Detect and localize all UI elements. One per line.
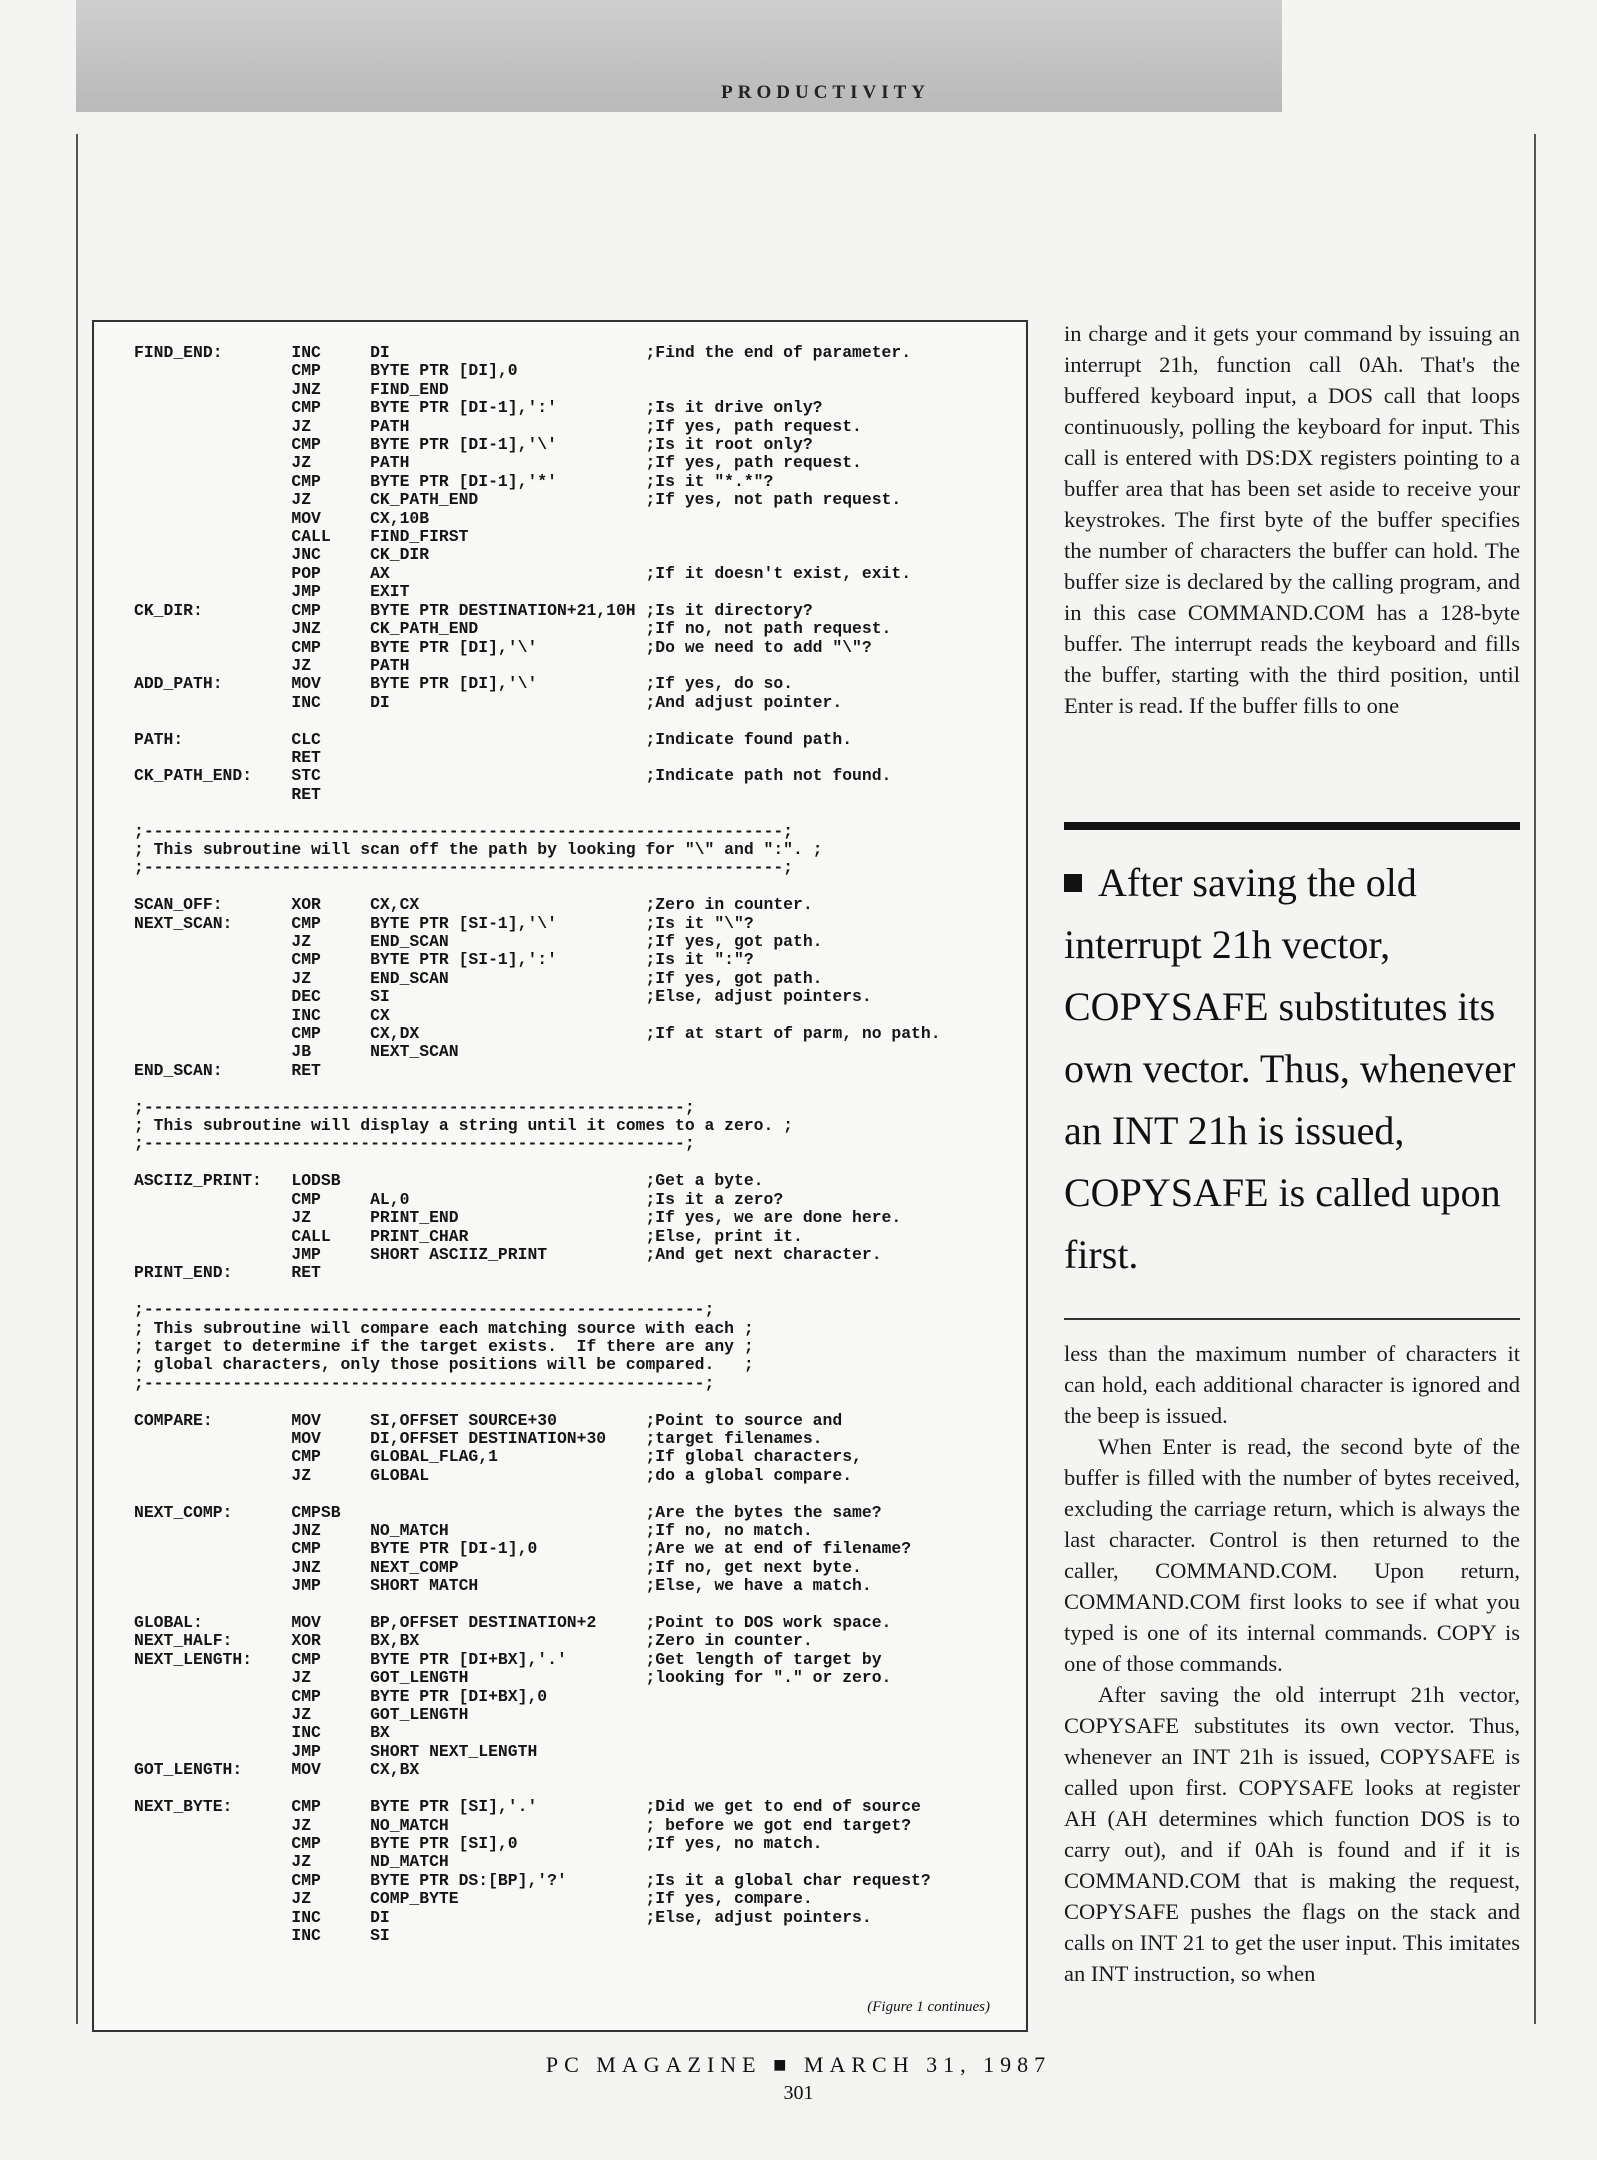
pullquote-top-rule [1064, 822, 1520, 830]
pullquote-bottom-rule [1064, 1318, 1520, 1320]
pullquote [1064, 852, 1534, 1286]
page-number: 301 [783, 2082, 814, 2104]
section-title: PRODUCTIVITY [721, 82, 930, 103]
article-column-top [1064, 318, 1520, 721]
paragraph: After saving the old interrupt 21h vector, COPYSAFE substitutes its own vector. Thus, whenever an INT 21h is issued, COPYSAFE is called upon first. COPYSAFE looks at register AH (AH determines which function DOS is to carry out), and if 0Ah is found and if it is COMMAND.COM that is making the request, COPYSAFE pushes the flags on the stack and calls on INT 21 to get the user input. This imitates an INT instruction, so when [1064, 1682, 1520, 1986]
code-listing-figure [92, 320, 1028, 2032]
article-column-bottom [1064, 1338, 1520, 1989]
assembly-code: FIND_END: INC DI ;Find the end of parameter. CMP BYTE PTR [DI],0 JNZ FIND_END CMP BYTE PTR [DI-1],':' ;Is it drive only? JZ PATH ;If yes, path request. CMP BYTE PTR [DI-1],'\' ;Is it root only? JZ PATH ;If yes, path request. CMP BYTE PTR [DI-1],'*' ;Is it "*.*"? JZ CK_PATH_END ;If yes, not path request. MOV CX,10B CALL FIND_FIRST JNC CK_DIR POP AX ;If it doesn't exist, exit. JMP EXIT CK_DIR: CMP BYTE PTR DESTINATION+21,10H ;Is it directory? JNZ CK_PATH_END ;If no, not path request. CMP BYTE PTR [DI],'\' ;Do we need to add "\"? JZ PATH ADD_PATH: MOV BYTE PTR [DI],'\' ;If yes, do so. INC DI ;And adjust pointer. PATH: CLC ;Indicate found path. RET CK_PATH_END: STC ;Indicate path not found. RET ;-----------------------------------------------------------------; ; This subroutine will scan off the path by looking for "\" and ":". ; ;-----------------------------------------------------------------; SCAN_OFF: XOR CX,CX ;Zero in counter. NEXT_SCAN: CMP BYTE PTR [SI-1],'\' ;Is it "\"? JZ END_SCAN ;If yes, got path. CMP BYTE PTR [SI-1],':' ;Is it ":"? JZ END_SCAN ;If yes, got path. DEC SI ;Else, adjust pointers. INC CX CMP CX,DX ;If at start of parm, no path. JB NEXT_SCAN END_SCAN: RET ;-------------------------------------------------------; ; This subroutine will display a string until it comes to a zero. ; ;-------------------------------------------------------; ASCIIZ_PRINT: LODSB ;Get a byte. CMP AL,0 ;Is it a zero? JZ PRINT_END ;If yes, we are done here. CALL PRINT_CHAR ;Else, print it. JMP SHORT ASCIIZ_PRINT ;And get next character. PRINT_END: RET ;---------------------------------------------------------; ; This subroutine will compare each matching source with each ; ; target to determine if the target exists. If there are any ; ; global characters, only those positions will be compared. ; ;---------------------------------------------------------; COMPARE: MOV SI,OFFSET SOURCE+30 ;Point to source and MOV DI,OFFSET DESTINATION+30 ;target filenames. CMP GLOBAL_FLAG,1 ;If global characters, JZ GLOBAL ;do a global compare. NEXT_COMP: CMPSB ;Are the bytes the same? JNZ NO_MATCH ;If no, no match. CMP BYTE PTR [DI-1],0 ;Are we at end of filename? JNZ NEXT_COMP ;If no, get next byte. JMP SHORT MATCH ;Else, we have a match. GLOBAL: MOV BP,OFFSET DESTINATION+2 ;Point to DOS work space. NEXT_HALF: XOR BX,BX ;Zero in counter. NEXT_LENGTH: CMP BYTE PTR [DI+BX],'.' ;Get length of target by JZ GOT_LENGTH ;looking for "." or zero. CMP BYTE PTR [DI+BX],0 JZ GOT_LENGTH INC BX JMP SHORT NEXT_LENGTH GOT_LENGTH: MOV CX,BX NEXT_BYTE: CMP BYTE PTR [SI],'.' ;Did we get to end of source JZ NO_MATCH ; before we got end target? CMP BYTE PTR [SI],0 ;If yes, no match. JZ ND_MATCH CMP BYTE PTR DS:[BP],'?' ;Is it a global char request? JZ COMP_BYTE ;If yes, compare. INC DI ;Else, adjust pointers. INC SI [134, 343, 941, 1945]
left-rule [76, 134, 78, 2024]
footer-magazine: PC MAGAZINE ■ MARCH 31, 1987 [545, 2052, 1052, 2077]
pullquote-text: After saving the old interrupt 21h vector, COPYSAFE substitutes its own vector. Thus, whenever an INT 21h is issued, COPYSAFE is called upon first. [1064, 860, 1516, 1277]
paragraph: in charge and it gets your command by issuing an interrupt 21h, function call 0Ah. That's the buffered keyboard input, a DOS call that loops continuously, polling the keyboard for input. This call is entered with DS:DX registers pointing to a buffer area that has been set aside to receive your keystrokes. The first byte of the buffer specifies the number of characters the buffer can hold. The buffer size is declared by the calling program, and in this case COMMAND.COM has a 128-byte buffer. The interrupt reads the keyboard and fills the buffer, starting with the third position, until Enter is read. If the buffer fills to one [1064, 321, 1520, 718]
square-bullet-icon [1064, 874, 1082, 892]
paragraph: less than the maximum number of characters it can hold, each additional character is ignored and the beep is issued. [1064, 1341, 1520, 1428]
figure-continues-note: (Figure 1 continues) [867, 1999, 990, 2015]
right-rule [1534, 134, 1536, 2024]
paragraph: When Enter is read, the second byte of the buffer is filled with the number of bytes received, excluding the carriage return, which is always the last character. Control is then returned to the caller, COMMAND.COM. Upon return, COMMAND.COM first looks to see if what you typed is one of its internal commands. COPY is one of those commands. [1064, 1434, 1520, 1676]
header-band [76, 0, 1282, 112]
